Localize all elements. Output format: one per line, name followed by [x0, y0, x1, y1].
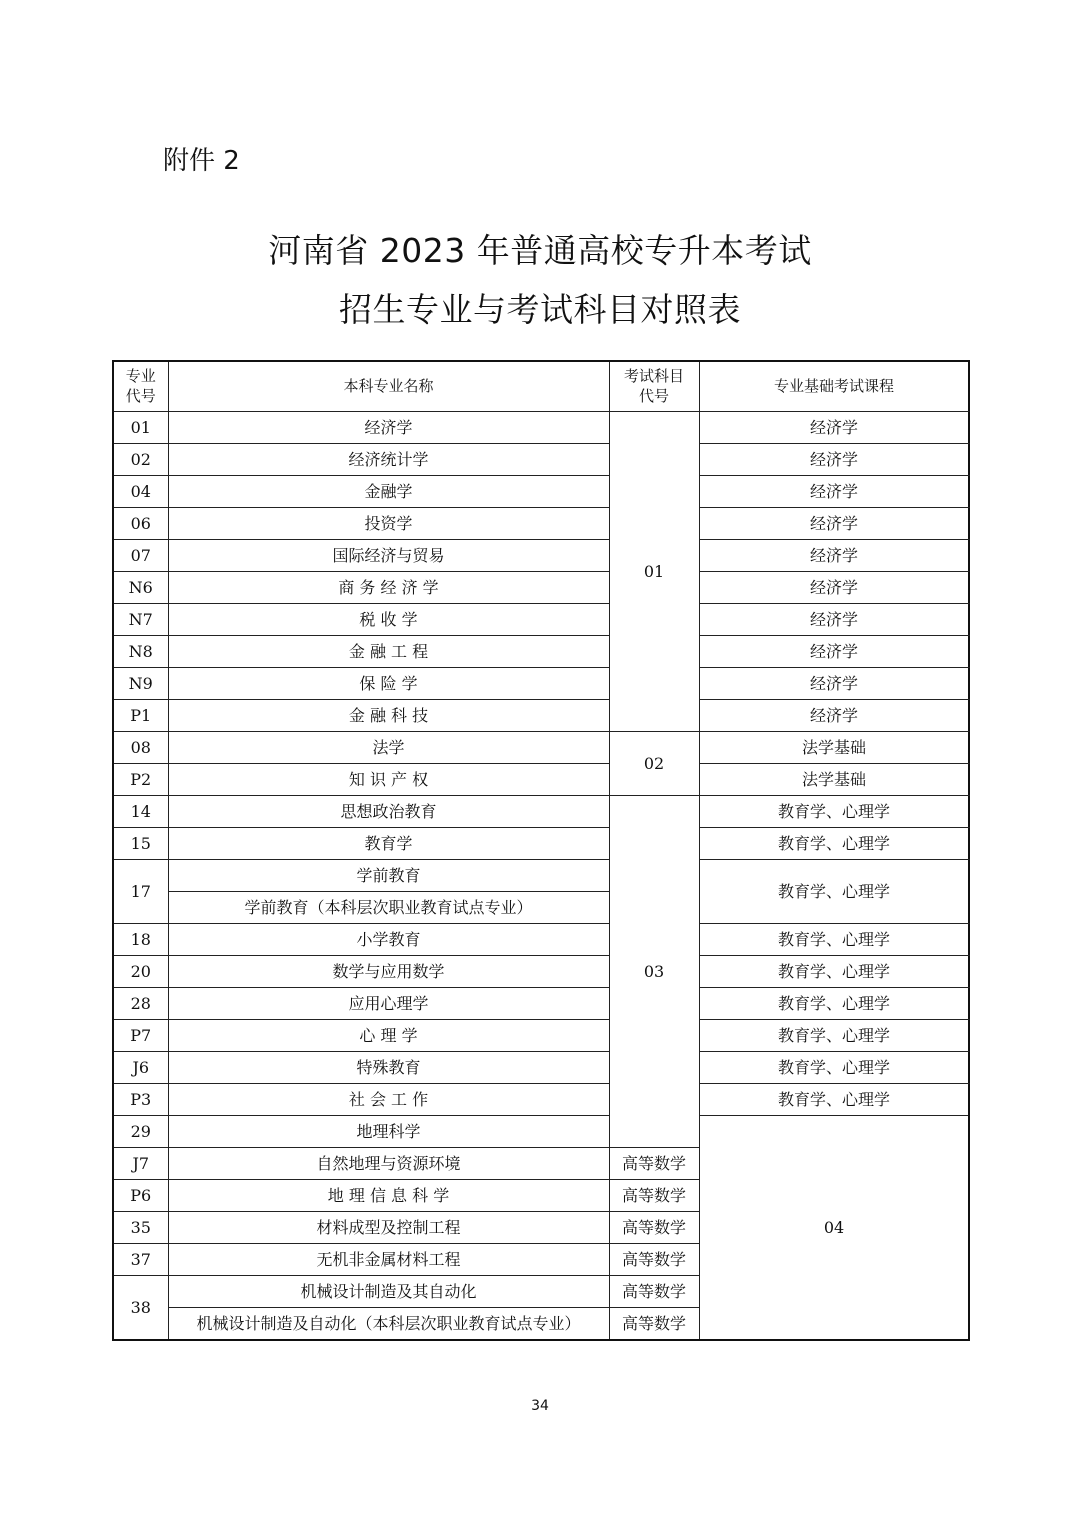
- major-subject-table: [112, 360, 970, 1341]
- major-name: 地理科学: [168, 1116, 609, 1148]
- major-name: 机械设计制造及自动化（本科层次职业教育试点专业）: [168, 1308, 609, 1341]
- major-name: 无机非金属材料工程: [168, 1244, 609, 1276]
- table-row: [113, 572, 969, 604]
- table-row: [113, 604, 969, 636]
- table-row: [113, 860, 969, 892]
- exam-course: 教育学、心理学: [699, 828, 969, 860]
- major-code: 37: [113, 1244, 168, 1276]
- exam-course: 经济学: [699, 444, 969, 476]
- exam-course: 教育学、心理学: [699, 1052, 969, 1084]
- table-row: [113, 764, 969, 796]
- table-row: [113, 956, 969, 988]
- major-code: 01: [113, 412, 168, 444]
- major-name: 知 识 产 权: [168, 764, 609, 796]
- table-row: [113, 1084, 969, 1116]
- exam-course: 经济学: [699, 508, 969, 540]
- major-code: 15: [113, 828, 168, 860]
- header-major-name: 本科专业名称: [168, 361, 609, 412]
- exam-course: 经济学: [699, 540, 969, 572]
- major-name: 金 融 工 程: [168, 636, 609, 668]
- exam-course: 高等数学: [609, 1276, 699, 1308]
- exam-course: 经济学: [699, 700, 969, 732]
- major-code: 02: [113, 444, 168, 476]
- exam-code: 03: [609, 796, 699, 1148]
- major-name: 投资学: [168, 508, 609, 540]
- table-row: [113, 828, 969, 860]
- major-name: 金 融 科 技: [168, 700, 609, 732]
- table-row: [113, 668, 969, 700]
- table-row: [113, 1020, 969, 1052]
- major-code: 29: [113, 1116, 168, 1148]
- major-name: 经济学: [168, 412, 609, 444]
- major-name: 教育学: [168, 828, 609, 860]
- major-name: 特殊教育: [168, 1052, 609, 1084]
- table-row: [113, 988, 969, 1020]
- major-name: 材料成型及控制工程: [168, 1212, 609, 1244]
- major-name: 地 理 信 息 科 学: [168, 1180, 609, 1212]
- exam-course: 经济学: [699, 572, 969, 604]
- header-exam-course: 专业基础考试课程: [699, 361, 969, 412]
- major-name: 金融学: [168, 476, 609, 508]
- major-code: P2: [113, 764, 168, 796]
- exam-course: 法学基础: [699, 764, 969, 796]
- exam-course: 经济学: [699, 604, 969, 636]
- major-code: 17: [113, 860, 168, 924]
- major-name: 小学教育: [168, 924, 609, 956]
- major-code: N6: [113, 572, 168, 604]
- major-name: 应用心理学: [168, 988, 609, 1020]
- document-title-line1: 河南省 2023 年普通高校专升本考试: [268, 231, 812, 270]
- major-code: P6: [113, 1180, 168, 1212]
- table-row: [113, 732, 969, 764]
- major-code: N7: [113, 604, 168, 636]
- major-code: 04: [113, 476, 168, 508]
- major-name: 商 务 经 济 学: [168, 572, 609, 604]
- header-exam-code: 考试科目 代号: [609, 361, 699, 412]
- exam-course: 高等数学: [609, 1212, 699, 1244]
- table-row: [113, 1116, 969, 1148]
- table-row: [113, 924, 969, 956]
- exam-course: 教育学、心理学: [699, 956, 969, 988]
- exam-code: 04: [699, 1116, 969, 1341]
- major-code: N9: [113, 668, 168, 700]
- exam-course: 经济学: [699, 668, 969, 700]
- exam-code: 02: [609, 732, 699, 796]
- major-code: 14: [113, 796, 168, 828]
- exam-course: 教育学、心理学: [699, 988, 969, 1020]
- major-code: P1: [113, 700, 168, 732]
- major-name: 经济统计学: [168, 444, 609, 476]
- exam-course: 高等数学: [609, 1180, 699, 1212]
- exam-course: 经济学: [699, 412, 969, 444]
- exam-course: 经济学: [699, 476, 969, 508]
- attachment-label: 附件 2: [163, 146, 240, 176]
- major-code: P7: [113, 1020, 168, 1052]
- table-row: [113, 508, 969, 540]
- table-row: [113, 636, 969, 668]
- major-name: 法学: [168, 732, 609, 764]
- major-name: 税 收 学: [168, 604, 609, 636]
- table-row: [113, 540, 969, 572]
- major-code: 06: [113, 508, 168, 540]
- exam-course: 教育学、心理学: [699, 796, 969, 828]
- major-code: J7: [113, 1148, 168, 1180]
- major-code: 38: [113, 1276, 168, 1341]
- table-row: [113, 796, 969, 828]
- exam-course: 教育学、心理学: [699, 924, 969, 956]
- major-name: 社 会 工 作: [168, 1084, 609, 1116]
- major-name: 学前教育（本科层次职业教育试点专业）: [168, 892, 609, 924]
- major-code: 18: [113, 924, 168, 956]
- document-title-line2: 招生专业与考试科目对照表: [339, 290, 741, 329]
- table-row: [113, 1052, 969, 1084]
- page-number: 34: [531, 1398, 549, 1414]
- header-major-code: 专业 代号: [113, 361, 168, 412]
- exam-course: 经济学: [699, 636, 969, 668]
- major-name: 思想政治教育: [168, 796, 609, 828]
- major-name: 学前教育: [168, 860, 609, 892]
- major-name: 保 险 学: [168, 668, 609, 700]
- exam-course: 高等数学: [609, 1148, 699, 1180]
- table-row: [113, 700, 969, 732]
- exam-course: 教育学、心理学: [699, 860, 969, 924]
- table-header-row: [113, 361, 969, 412]
- table-row: [113, 476, 969, 508]
- exam-course: 教育学、心理学: [699, 1020, 969, 1052]
- table-row: [113, 444, 969, 476]
- major-name: 自然地理与资源环境: [168, 1148, 609, 1180]
- exam-course: 高等数学: [609, 1244, 699, 1276]
- exam-course: 教育学、心理学: [699, 1084, 969, 1116]
- table-row: [113, 412, 969, 444]
- major-code: 07: [113, 540, 168, 572]
- major-name: 国际经济与贸易: [168, 540, 609, 572]
- major-code: 35: [113, 1212, 168, 1244]
- exam-course: 法学基础: [699, 732, 969, 764]
- major-code: 08: [113, 732, 168, 764]
- major-code: 20: [113, 956, 168, 988]
- exam-course: 高等数学: [609, 1308, 699, 1341]
- major-name: 机械设计制造及其自动化: [168, 1276, 609, 1308]
- major-code: N8: [113, 636, 168, 668]
- major-name: 心 理 学: [168, 1020, 609, 1052]
- major-code: 28: [113, 988, 168, 1020]
- major-code: J6: [113, 1052, 168, 1084]
- exam-code: 01: [609, 412, 699, 732]
- major-name: 数学与应用数学: [168, 956, 609, 988]
- major-code: P3: [113, 1084, 168, 1116]
